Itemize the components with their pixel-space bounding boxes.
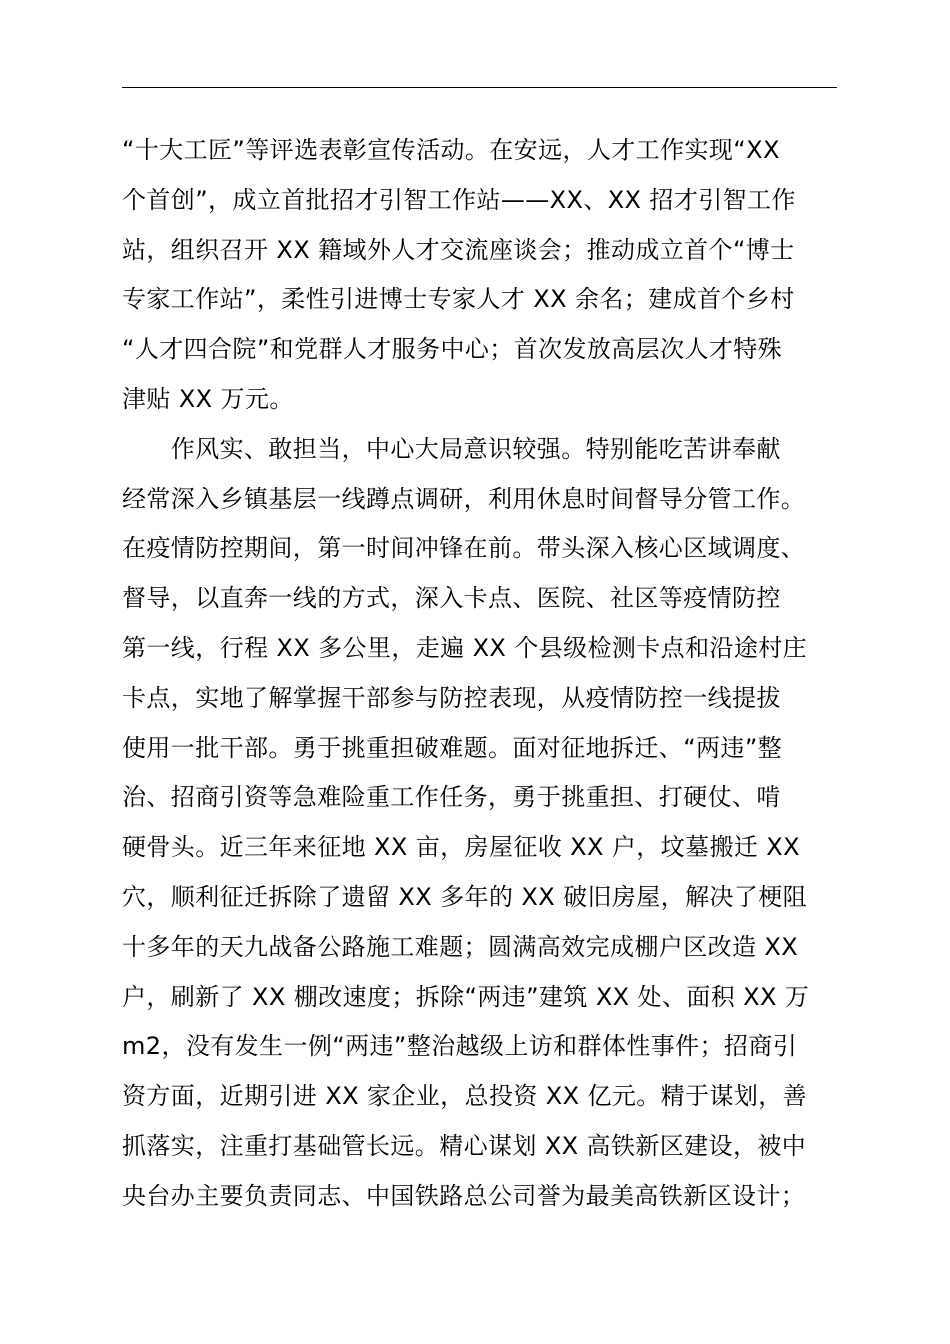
text-line: 户，刷新了 XX 棚改速度；拆除“两违”建筑 XX 处、面积 XX 万 (122, 982, 810, 1011)
text-line: 卡点，实地了解掌握干部参与防控表现，从疫情防控一线提拔 (122, 683, 781, 712)
text-line: “人才四合院”和党群人才服务中心；首次发放高层次人才特殊 (122, 335, 783, 364)
text-line: m2，没有发生一例“两违”整治越级上访和群体性事件；招商引 (122, 1032, 798, 1061)
text-line: 抓落实，注重打基础管长远。精心谋划 XX 高铁新区建设，被中 (122, 1131, 807, 1160)
header-rule (122, 87, 837, 88)
text-line: 津贴 XX 万元。 (122, 384, 294, 413)
text-line: 在疫情防控期间，第一时间冲锋在前。带头深入核心区域调度、 (122, 534, 806, 563)
text-line: 第一线，行程 XX 多公里，走遍 XX 个县级检测卡点和沿途村庄 (122, 633, 808, 662)
text-line: 央台办主要负责同志、中国铁路总公司誉为最美高铁新区设计； (122, 1181, 806, 1210)
text-line: 经常深入乡镇基层一线蹲点调研，利用休息时间督导分管工作。 (122, 484, 806, 513)
text-line: 个首创”，成立首批招才引智工作站——XX、XX 招才引智工作 (122, 185, 796, 214)
text-line: 硬骨头。近三年来征地 XX 亩，房屋征收 XX 户，坟墓搬迁 XX (122, 833, 800, 862)
text-line: 专家工作站”，柔性引进博士专家人才 XX 余名；建成首个乡村 (122, 285, 795, 314)
text-line: 十多年的天九战备公路施工难题；圆满高效完成棚户区改造 XX (122, 932, 799, 961)
text-line: “十大工匠”等评选表彰宣传活动。在安远，人才工作实现“XX (122, 136, 780, 164)
text-line: 使用一批干部。勇于挑重担破难题。面对征地拆迁、“两违”整 (122, 733, 783, 762)
text-line: 治、招商引资等急难险重工作任务，勇于挑重担、打硬仗、啃 (122, 783, 781, 812)
text-line: 穴，顺利征迁拆除了遗留 XX 多年的 XX 破旧房屋，解决了梗阻 (122, 882, 808, 911)
text-line: 督导，以直奔一线的方式，深入卡点、医院、社区等疫情防控 (122, 584, 781, 613)
text-line: 作风实、敢担当，中心大局意识较强。特别能吃苦讲奉献 (122, 434, 781, 463)
text-line: 站，组织召开 XX 籍域外人才交流座谈会；推动成立首个“博士 (122, 235, 795, 264)
document-body (122, 126, 842, 1222)
text-line: 资方面，近期引进 XX 家企业，总投资 XX 亿元。精于谋划，善 (122, 1082, 808, 1111)
